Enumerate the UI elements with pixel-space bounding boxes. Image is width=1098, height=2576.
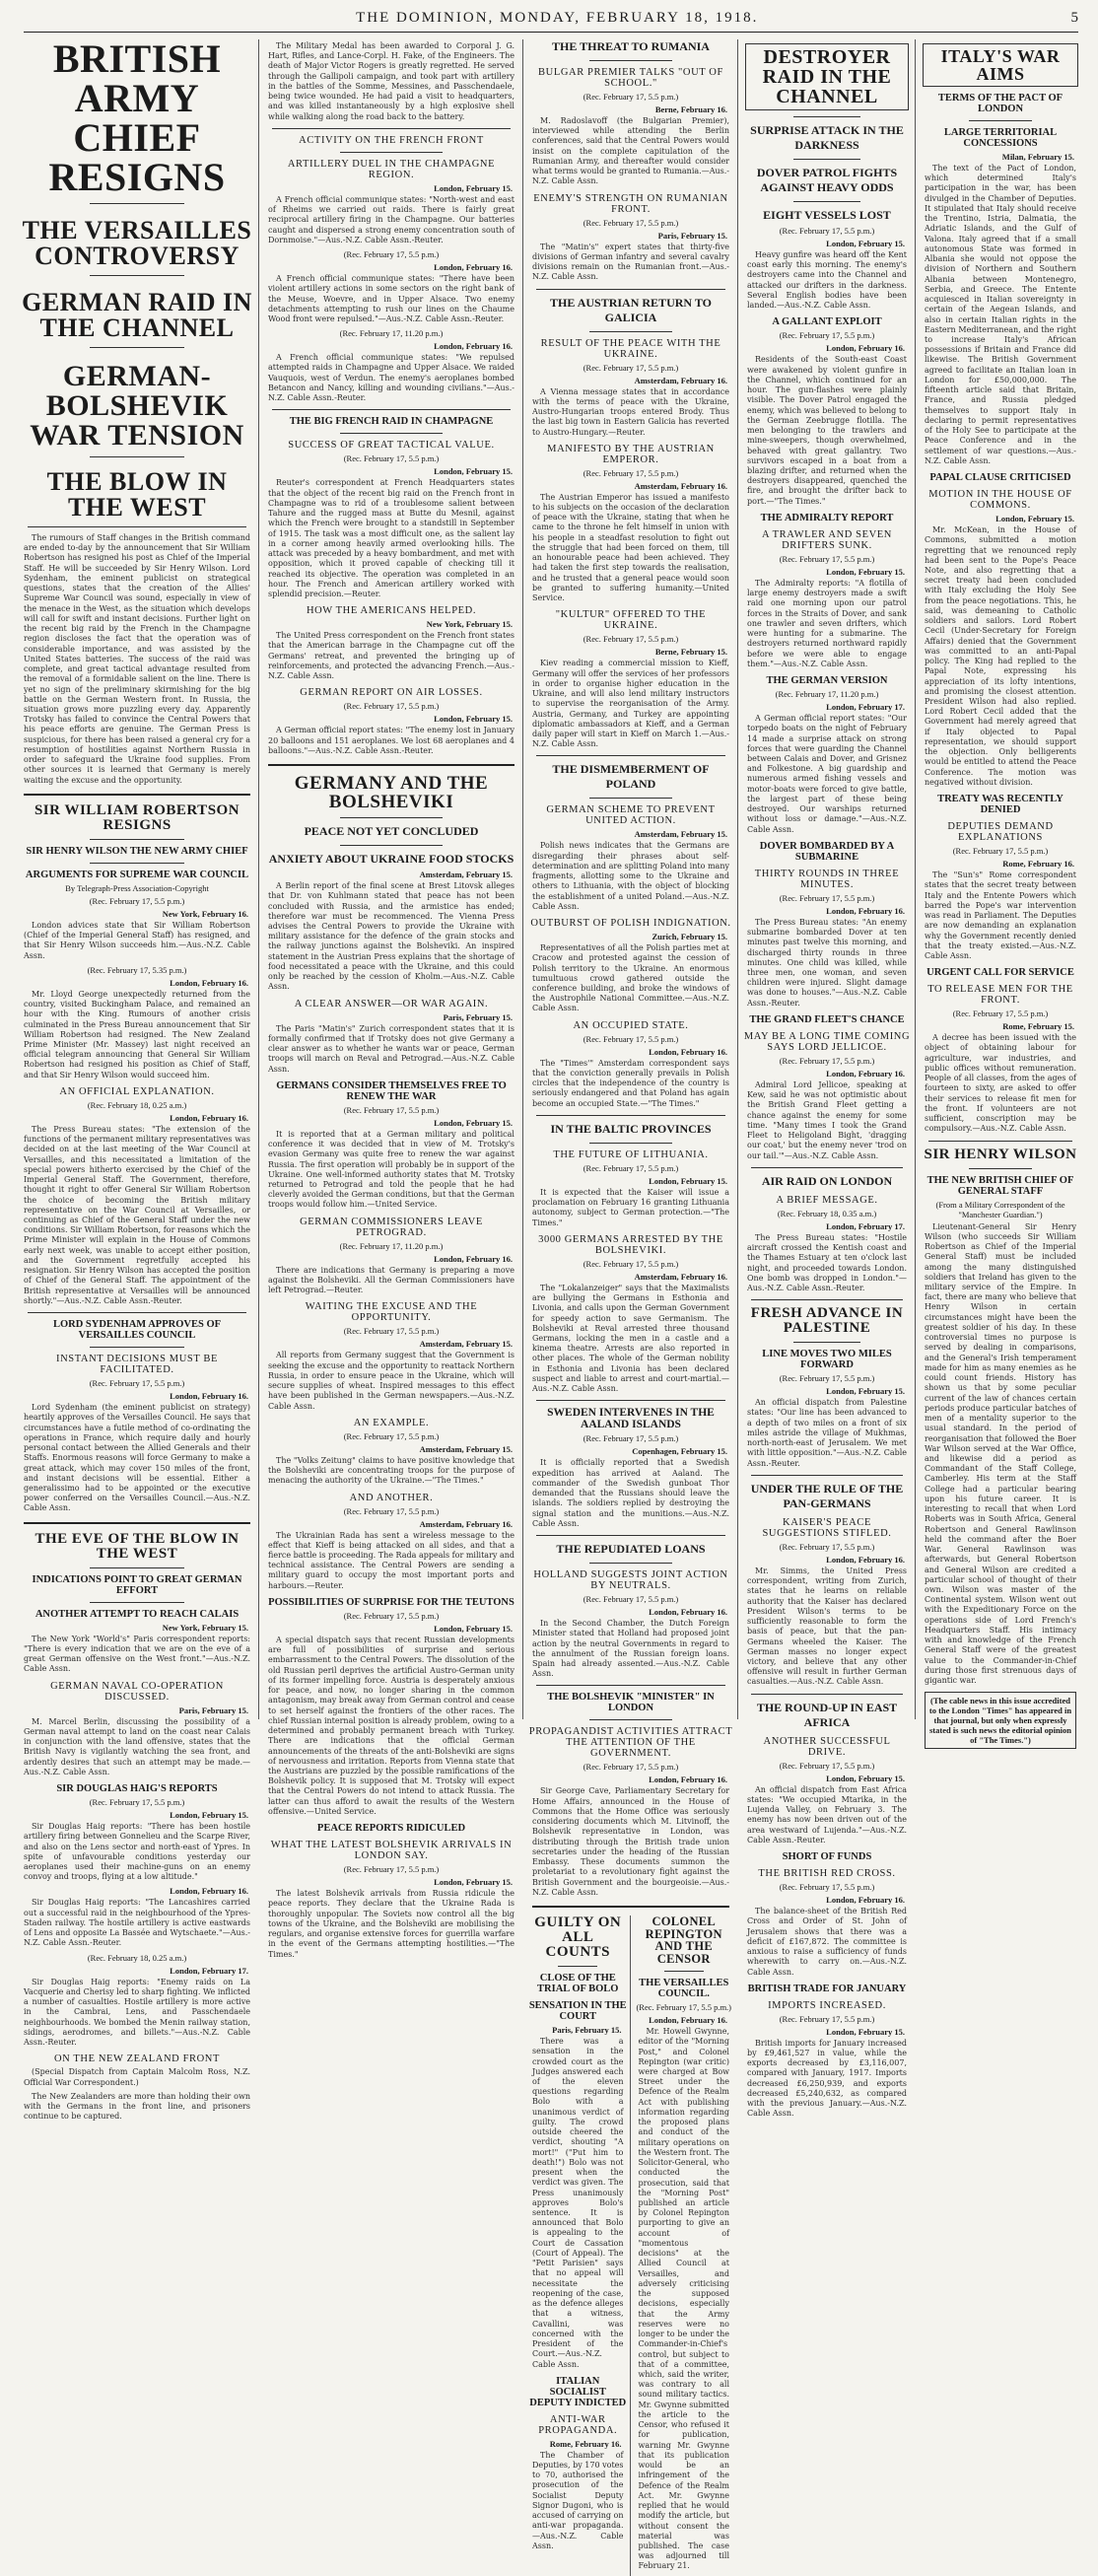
received-time: (Rec. February 17, 5.5 p.m.) — [779, 2013, 875, 2024]
byline: (From a Military Correspondent of the "Manchester Guardian.") — [935, 1199, 1065, 1219]
dateline: Amsterdam, February 16. — [634, 375, 727, 385]
section-subheading: THE ADMIRALTY REPORT — [760, 512, 894, 523]
headline-main: BRITISH ARMY CHIEF RESIGNS — [48, 36, 226, 199]
article-text: The Austrian Emperor has issued a manifesto to his subjects on the occasion of the declaration of peace with the Ukraine, stating that when he came to the throne he felt himself in union with his people in a steadfast resolution to fight out the struggle that had been forced on them, till an honourable peace had been achieved. They had taken the first step towards the realisation, and he trusted that a general peace would soon be granted to suffering humanity.—United Service. — [532, 492, 729, 603]
section-subheading: CLOSE OF THE TRIAL OF BOLO — [537, 1973, 619, 1995]
section-subheading: OUTBURST OF POLISH INDIGNATION. — [530, 918, 731, 930]
article-text: Mr. Simms, the United Press correspondent, writing from Zurich, states that he learns on reliable authority that the Kaiser has declared President Wilson's terms to be sufficiently reasonable to form the basis of peace, but that the pan-Germans wheeled the Kaiser. The German masses no longer expect victory, and believe that any other offensive will result in further German casualties.—Aus.-N.Z. Cable Assn. — [747, 1566, 907, 1687]
dateline: London, February 16. — [826, 1554, 905, 1565]
section-subheading: URGENT CALL FOR SERVICE — [926, 967, 1074, 979]
received-time: (Rec. February 17, 11.20 p.m.) — [339, 328, 444, 339]
section-subheading: WAITING THE EXCUSE AND THE OPPORTUNITY. — [305, 1301, 478, 1324]
section-subheading: ENEMY'S STRENGTH ON RUMANIAN FRONT. — [533, 192, 728, 215]
section-heading: THE THREAT TO RUMANIA — [552, 39, 710, 53]
article-text: Kiev reading a commercial mission to Kieff, Germany will offer the services of her professors in order to organise higher education in the Ukraine, and will also lend military instructors to supervise the reorganisation of the Army. Austria, Germany, and Turkey are appointing diplomatic ambassadors at Kieff, and a German daily paper will start in Kieff on March 1.—Aus.-N.Z. Cable Assn. — [532, 659, 729, 749]
received-time: (Rec. February 17, 5.5 p.m.) — [583, 217, 679, 228]
article-text: The Chamber of Deputies, by 170 votes to 70, authorised the prosecution of the Socialist Deputy Signor Dugoni, who is accused of carrying on anti-war propaganda.—Aus.-N.Z. Cable Assn. — [532, 2450, 624, 2550]
dateline: Amsterdam, February 15. — [419, 870, 513, 880]
section-heading: IN THE BALTIC PROVINCES — [550, 1121, 712, 1136]
article-text: Sir George Cave, Parliamentary Secretary for Home Affairs, announced in the House of Commons that the Home Office was seriously considering documents which M. Litvinoff, the Bolshevik representative in London, was distributing through the British trade union secretaries under the heading of the Russian Embassy. These documents summon the proletariat to a revolutionary fight against the British Government and the bourgeoisie.—Aus.-N.Z. Cable Assn. — [532, 1786, 729, 1897]
section-heading: LORD SYDENHAM APPROVES OF VERSAILLES COUNCIL — [52, 1319, 222, 1342]
section-subheading: SUCCESS OF GREAT TACTICAL VALUE. — [288, 440, 495, 452]
article-text: Sir Douglas Haig reports: "There has been hostile artillery firing between Gonnelieu and the Scarpe River, and also on the Lens sector and north-east of Ypres. In spite of unfavourable conditions yesterday our aeroplanes used their machine-guns on an enemy convoy and troops, flying at a low altitude." — [24, 1822, 250, 1882]
article-text: A Berlin report of the final scene at Brest Litovsk alleges that Dr. von Kuhlmann stated that peace has not been concluded with Russia, and the armistice has ended; therefore war must be recommenced. The Vienna Press advises the Central Powers to provide the Ukraine with military assistance for the defence of the grain stocks and the railway junctions against the Bolsheviki. An inspired statement in the Austrian Press explains that the shortage of food necessitated a peace with the Ukraine, and this could only be reached by the cession of Kholm.—Aus.-N.Z. Cable Assn. — [268, 881, 515, 992]
article-text: There are indications that Germany is preparing a move against the Bolsheviki. All the German Commissioners have left Petrograd.—Reuter. — [268, 1265, 515, 1295]
section-subheading: GERMAN NAVAL CO-OPERATION DISCUSSED. — [50, 1680, 224, 1703]
section-subheading: 3000 GERMANS ARRESTED BY THE BOLSHEVIKI. — [538, 1233, 723, 1256]
article-text: All reports from Germany suggest that the Government is seeking the excuse and the opportunity to reattack Northern Russia, in order to ensure peace in the Ukraine, which will secure supplies of wheat. Inspired messages to this effect have been published in the German newspapers.—Aus.-N.Z. Cable Assn. — [268, 1351, 515, 1411]
dateline: New York, February 15. — [426, 619, 513, 630]
section-subheading: AN OCCUPIED STATE. — [573, 1019, 689, 1031]
section-subheading: SHORT OF FUNDS — [782, 1851, 872, 1863]
section-heading: ACTIVITY ON THE FRENCH FRONT — [299, 134, 484, 146]
article-text: (Special Dispatch from Captain Malcolm Ross, N.Z. Official War Correspondent.) — [24, 2067, 250, 2087]
section-heading: FRESH ADVANCE IN PALESTINE — [750, 1305, 904, 1337]
article-text: The Military Medal has been awarded to Corporal J. G. Hart, Rifles, and Lance-Corpl. H. Fake, of the Engineers. The death of Major Victor Rogers is greatly regretted. He served through the Gallipoli campaign, and took part with artillery in the battles of the Somme, Messines, and Passchendaele, being twice wounded. He had paid a visit to headquarters, and was killed instantaneously by a high explosive shell while walking along the road back to the battery. — [268, 41, 515, 121]
dateline: London, February 16. — [170, 1112, 248, 1123]
dateline: London, February 17. — [826, 702, 905, 713]
article-text: The New Zealanders are more than holding their own with the Germans in the front line, and prisoners continue to be captured. — [24, 2091, 250, 2122]
received-time: (Rec. February 17, 5.5 p.m.) — [779, 892, 875, 903]
received-time: (Rec. February 17, 5.5 p.m.) — [779, 1055, 875, 1066]
section-subheading: THE FUTURE OF LITHUANIA. — [553, 1149, 709, 1160]
article-text: Admiral Lord Jellicoe, speaking at Kew, said he was not optimistic about the British Grand Fleet getting a chance against the enemy for some time. "Many times I took the Grand Fleet to Heligoland Bight, 'dragging our coat,' but the enemy never 'trod on our tail.'"—Aus.-N.Z. Cable Assn. — [747, 1079, 907, 1160]
received-time: (Rec. February 17, 5.5 p.m.) — [952, 846, 1049, 857]
section-subheading: "KULTUR" OFFERED TO THE UKRAINE. — [555, 609, 707, 632]
article-text: The "Volks Zeitung" claims to have positive knowledge that the Bolsheviki are concentrating troops for the purpose of menacing the authority of the Ukraine.—"The Times." — [268, 1455, 515, 1486]
section-subheading: PEACE NOT YET CONCLUDED — [304, 824, 479, 839]
dateline: London, February 16. — [826, 343, 905, 354]
received-time: (Rec. February 17, 5.5 p.m.) — [343, 1104, 440, 1115]
received-time: (Rec. February 18, 0.35 a.m.) — [777, 1208, 877, 1218]
article-text: A Vienna message states that in accordance with the terms of peace with the Ukraine, Austro-Hungarian troops entered Brody. Thus the last big town in Eastern Galicia has reverted to Austro-Hungary.—Reuter. — [532, 386, 729, 437]
received-time: (Rec. February 17, 5.5 p.m.) — [583, 92, 679, 102]
section-subheading: HOW THE AMERICANS HELPED. — [306, 605, 477, 617]
section-subheading: THIRTY ROUNDS IN THREE MINUTES. — [754, 868, 900, 890]
section-subheading: GERMAN REPORT ON AIR LOSSES. — [300, 687, 483, 699]
section-subheading: A GALLANT EXPLOIT — [772, 316, 882, 328]
column-rule — [915, 39, 916, 1719]
dateline: Rome, February 16. — [1002, 859, 1074, 870]
dateline: Paris, February 15. — [657, 230, 727, 241]
section-heading: THE ROUND-UP IN EAST AFRICA — [756, 1700, 898, 1729]
dateline: Amsterdam, February 16. — [419, 1518, 513, 1529]
section-subheading: ON THE NEW ZEALAND FRONT — [54, 2054, 220, 2065]
received-time: (Rec. February 17, 5.5 p.m.) — [583, 1033, 679, 1044]
dateline: London, February 15. — [434, 1117, 513, 1128]
dateline: London, February 16. — [170, 977, 248, 988]
section-subheading: A TRAWLER AND SEVEN DRIFTERS SUNK. — [762, 528, 892, 551]
section-subheading: TREATY WAS RECENTLY DENIED — [937, 794, 1064, 816]
article-text: Sir Douglas Haig reports: "The Lancashires carried out a successful raid in the neighbourhood of the Ypres-Staden railway. The hostile artillery is active eastwards of Lens and opposite La Bassée and Wytschaete."—Aus.-N.Z. Cable Assn.-Reuter. — [24, 1898, 250, 1948]
section-subheading: TO RELEASE MEN FOR THE FRONT. — [927, 984, 1073, 1007]
received-time: (Rec. February 17, 5.5 p.m.) — [343, 249, 440, 260]
dateline: London, February 15. — [826, 1386, 905, 1397]
article-text: There was a sensation in the crowded court as the Judges answered each of the eleven questions regarding Bolo with a unanimous verdict of guilty. The crowd outside cheered the verdict, shouting "A mort!" ("Put him to death!") Bolo was not present when the verdict was given. The Press unanimously approves Bolo's sentence. It is announced that Bolo is appealing to the Court de Cassation (Court of Appeal). The "Petit Parisien" says that no appeal will necessitate the reopening of the case, as the defence alleges that a witness, Cavallini, was concerned with the President of the Court.—Aus.-N.Z. Cable Assn. — [532, 2037, 624, 2369]
article-text: Reuter's correspondent at French Headquarters states that the object of the recent big raid on the French front in Champagne was to rid of a troublesome salient between Tahure and the rugged mass at Butte du Mesnil, against which the French were brought to a standstill in September of 1915. The task was a most difficult one, as the salient lay in a corner among heavily armed overlooking hills. The attack was preceded by a heavy bombardment, and met with opposition, which it proved capable of checking till it reached its objective. The operation was completed in an hour. The French and American artillery worked with splendid precision.—Reuter. — [268, 478, 515, 598]
article-text: British imports for January increased by £9,461,527 in value, while the exports decreased by £3,116,007, compared with January, 1917. Imports decreased £6,250,939, and exports decreased £5,240,632, as compared with the previous January.—Aus.-N.Z. Cable Assn. — [747, 2038, 907, 2119]
article-text: In the Second Chamber, the Dutch Foreign Minister stated that Holland had proposed joint action by the neutral Governments in regard to the annulment of the Russian foreign loans. Spain had already assented.—Aus.-N.Z. Cable Assn. — [532, 1619, 729, 1679]
section-heading: COLONEL REPINGTON AND THE CENSOR — [645, 1915, 722, 1966]
section-heading: THE REPUDIATED LOANS — [556, 1542, 706, 1557]
received-time: (Rec. February 17, 5.5 p.m.) — [583, 467, 679, 478]
received-time: (Rec. February 17, 5.5 p.m.) — [343, 701, 440, 712]
section-subheading: EIGHT VESSELS LOST — [763, 208, 891, 222]
received-time: (Rec. February 17, 5.5 p.m.) — [89, 1378, 185, 1389]
dateline: Berne, February 16. — [654, 104, 727, 114]
article-intro: The rumours of Staff changes in the British command are ended to-day by the announcement that Sir William Robertson has resigned his post as Chief of the Imperial Staff. He will be succeeded by Sir Henry Wilson. Lord Sydenham, the eminent publicist on strategical questions, states that the creation of the Allies' Supreme War Council was sound, especially in view of the menace in the West, as the situation which develops will call for swift and instant decisions. Further light on the recent big raid by the French in the Champagne region discloses the fact that the operation was of considerable importance, and was assisted by the United States batteries. The success of the raid was complete, and great tactical advantage resulted from the removal of a formidable salient on the line. There is yet no sign of the preliminary skirmishing for the big battle on the German Western front. In Russia, the situation grows more puzzling every day. Apparently Trotsky has failed to convince the Central Powers that his peace efforts are genuine. The German Press is suspicious, for there has been raised a general cry for a resumption of hostilities against Northern Russia in order to safeguard the Ukraine food supplies. From other sources it is learned that Germany is merely waiting the excuse and the opportunity. — [24, 533, 250, 785]
article-text: The "Lokalanzeiger" says that the Maximalists are bullying the Germans in Esthonia and Livonia, and calls upon the German Government for speedy action to save Germanism. The Bolsheviki at Reval arrested three thousand Germans, locking the men in a castle and a kinema theatre. Arrests are also reported in other places. The whole of the German nobility in Esthonia and Livonia has been declared suspect and liable to arrest and court-martial.—Aus.-N.Z. Cable Assn. — [532, 1283, 729, 1394]
section-subheading: DOVER BOMBARDED BY A SUBMARINE — [759, 840, 895, 863]
received-time: (Rec. February 17, 5.5 p.m.) — [583, 362, 679, 373]
section-heading: THE BIG FRENCH RAID IN CHAMPAGNE — [289, 416, 494, 428]
section-subheading: LARGE TERRITORIAL CONCESSIONS — [943, 127, 1058, 149]
section-heading: AIR RAID ON LONDON — [761, 1173, 893, 1188]
article-text: Heavy gunfire was heard off the Kent coast early this morning. The enemy's destroyers came into the Channel and attacked our drifters in the darkness. Several English bodies have been landed.—Aus.-N.Z. Cable Assn. — [747, 250, 907, 311]
received-time: (Rec. February 17, 5.5 p.m.) — [583, 1433, 679, 1444]
dateline: London, February 17. — [826, 1220, 905, 1231]
dateline: Milan, February 15. — [1001, 152, 1074, 162]
section-heading: SIR WILLIAM ROBERTSON RESIGNS — [34, 801, 240, 833]
column-2 — [264, 39, 518, 1959]
article-text: The New York "World's" Paris correspondent reports: "There is every indication that we are on the eve of a great German offensive on the West front."—Aus.-N.Z. Cable Assn. — [24, 1634, 250, 1674]
section-subheading: DOVER PATROL FIGHTS AGAINST HEAVY ODDS — [756, 166, 898, 194]
article-text: A French official communique states: "We repulsed attempted raids in Champagne and Upper Alsace. We raided Vauquois, west of Verdun. The enemy's aeroplanes bombed Betancon and Nancy, killing and wounding civilians."—Aus.-N.Z. Cable Assn.-Reuter. — [268, 353, 515, 403]
dateline: Copenhagen, February 15. — [632, 1446, 727, 1457]
article-text: An official dispatch from Palestine states: "Our line has been advanced to a depth of two miles on a front of six miles astride the village of Mukhmas, north-north-east of Jerusalem. We met with little opposition."—Aus.-N.Z. Cable Assn.-Reuter. — [747, 1398, 907, 1468]
dateline: London, February 15. — [826, 1773, 905, 1783]
headline-german-bolshevik: GERMAN-BOLSHEVIK WAR TENSION — [30, 360, 244, 452]
section-subheading: PROPAGANDIST ACTIVITIES ATTRACT THE ATTENTION OF THE GOVERNMENT. — [528, 1726, 733, 1760]
section-subheading: MOTION IN THE HOUSE OF COMMONS. — [928, 489, 1072, 512]
dateline: London, February 15. — [434, 466, 513, 477]
page-number: 5 — [1070, 10, 1078, 26]
section-subheading: IMPORTS INCREASED. — [768, 1999, 886, 2011]
section-heading: UNDER THE RULE OF THE PAN-GERMANS — [750, 1481, 904, 1510]
dateline: Amsterdam, February 15. — [419, 1339, 513, 1350]
received-time: (Rec. February 17, 11.20 p.m.) — [775, 689, 879, 700]
section-subheading: THE GERMAN VERSION — [766, 675, 888, 687]
received-time: (Rec. February 17, 5.5 p.m.) — [343, 1610, 440, 1621]
section-subheading: BULGAR PREMIER TALKS "OUT OF SCHOOL." — [538, 67, 723, 89]
article-text: Mr. Lloyd George unexpectedly returned from the country, visited Buckingham Palace, and remained an hour with the King. Rumours of another crisis culminated in the Press Bureau announcement that Sir William Robertson had resigned. The New Zealand Prime Minister (Mr. Massey) last night received an official telegram announcing that General Sir William Robertson had resigned his position as Chief of Staff, and that Sir Henry Wilson would succeed him. — [24, 989, 250, 1079]
article-text: The Press Bureau states: "Hostile aircraft crossed the Kentish coast and the Thames Estuary at ten o'clock last night, and proceeded towards London. One bomb was dropped in London."—Aus.-N.Z. Cable Assn.-Reuter. — [747, 1232, 907, 1292]
dateline: London, February 17. — [170, 1965, 248, 1976]
dateline: London, February 16. — [649, 2015, 727, 2026]
article-text: Lieutenant-General Sir Henry Wilson (who succeeds Sir William Robertson as Chief of the Imperial General Staff) must be included among the many distinguished soldiers that Ireland has given to the military service of the Empire. In fact, there are many who believe that Henry Wilson in certain circumstances might have been the greatest soldier of his day. In these controversial times no purpose is served by dealing in comparisons, and the General's Irish temperament made for him as many enemies as he could count friends. History has shown us that by some peculiar current of the law of chances certain periods produce particular batches of men of a mentality superior to the usual standard. In the period of reorganisation that followed the Boer War Wilson served at the War Office, and likewise did a period as Commandant of the Staff College, Camberley. His term at the Staff College had a particular bearing upon his future career. It is interesting to recall that when Lord Roberts was in South Africa, General Robertson and General Rawlinson held the command after the Boer War. General Rawlinson was afterwards, but General Robertson and General Wilson are credited a particular school of thought of their own. Wilson was master of the Continental system. Wilson went out with the Expeditionary Force on the operations side of Lord French's Headquarters Staff. His intimacy with and knowledge of the French General Staff were of the greatest value to the Commander-in-Chief during those first strenuous days of gigantic war. — [925, 1221, 1076, 1686]
headline-german-raid: GERMAN RAID IN THE CHANNEL — [22, 288, 252, 342]
article-text: The "Sun's" Rome correspondent states that the secret treaty between Italy and the Entente Powers which barred the Pope's war intervention was read in Parliament. The Deputies are now demanding an explanation why the Government recently denied that the treaty existed.—Aus.-N.Z. Cable Assn. — [925, 870, 1076, 960]
section-subheading: ANXIETY ABOUT UKRAINE FOOD STOCKS — [268, 852, 515, 867]
received-time: (Rec. February 18, 0.25 a.m.) — [87, 1099, 187, 1110]
dateline: London, February 16. — [170, 1391, 248, 1402]
section-subheading: HOLLAND SUGGESTS JOINT ACTION BY NEUTRALS. — [533, 1569, 728, 1592]
dateline: Rome, February 15. — [1002, 1021, 1074, 1032]
article-text: Representatives of all the Polish parties met at Cracow and protested against the cession of Polish territory to the Ukraine. An enormous tumultuous crowd gathered outside the conference building, and broke the windows of the Austrophile National Committee.—Aus.-N.Z. Cable Assn. — [532, 943, 729, 1013]
section-subheading: ITALIAN SOCIALIST DEPUTY INDICTED — [529, 2375, 627, 2408]
dateline: London, February 16. — [434, 1253, 513, 1264]
dateline: London, February 15. — [434, 182, 513, 193]
received-time: (Rec. February 17, 5.5 p.m.) — [779, 1541, 875, 1552]
received-time: (Rec. February 17, 5.5 p.m.) — [343, 453, 440, 464]
section-subheading: SIR HENRY WILSON THE NEW ARMY CHIEF — [26, 845, 248, 857]
article-text: It is reported that at a German military and political conference it was decided that in view of M. Trotsky's evasion Germany was quite free to renew the war against Russia. The first operation will probably be in support of the Ukraine. One well-informed authority states that M. Trotsky returned to Petrograd and told the people that he had cleverly avoided the German conditions, but that the German troops would follow him.—United Service. — [268, 1129, 515, 1210]
bottom-split — [528, 1915, 733, 2576]
section-subheading: ANTI-WAR PROPAGANDA. — [538, 2413, 618, 2436]
section-heading: THE EVE OF THE BLOW IN THE WEST — [34, 1530, 240, 1562]
column-3 — [528, 39, 733, 2571]
section-subheading: ANOTHER SUCCESSFUL DRIVE. — [763, 1735, 891, 1758]
section-subheading: RESULT OF THE PEACE WITH THE UKRAINE. — [540, 337, 721, 360]
article-text: The text of the Pact of London, which determined Italy's participation in the war, has been divulged in the Chamber of Deputies. It stipulated that Italy should receive the Trentino, Istria, Dalmatia, the Adriatic Islands, and the Gulf of Valona. Italy agreed that if a small autonomous State was formed in Albania she would not oppose the division of Northern and Southern Albania between Montenegro, Serbia, and Greece. The Entente acquiesced in Italian sovereignty in certain of the Aegean Islands, and also in certain Italian rights in the Eastern Mediterranean, and the right to increase Italy's African possessions if Britain and France did likewise. The British Government agreed to facilitate an Italian loan in London for £50,000,000. The fifteenth article said that Britain, France, and Russia pledged themselves to support Italy in declaring to permit representatives of the Holy See to participate at the Peace Conference and in the settlement of war questions.—Aus.-N.Z. Cable Assn. — [925, 164, 1076, 465]
section-subheading: SENSATION IN THE COURT — [528, 2000, 627, 2023]
article-text: The "Matin's" expert states that thirty-five divisions of German infantry and several cavalry divisions remain on the Rumanian front.—Aus.-N.Z. Cable Assn. — [532, 242, 729, 282]
section-subheading: SIR DOUGLAS HAIG'S REPORTS — [56, 1783, 218, 1795]
section-heading: THE AUSTRIAN RETURN TO GALICIA — [550, 295, 712, 324]
article-text: A German official report states: "The enemy lost in January 20 balloons and 151 aeroplanes. We lost 68 aeroplanes and 4 balloons."—Aus.-N.Z. Cable Assn.-Reuter. — [268, 726, 515, 755]
dateline: London, February 15. — [826, 239, 905, 248]
article-text: Mr. Howell Gwynne, editor of the "Morning Post," and Colonel Repington (war critic) were charged at Bow Street under the Defence of the Realm Act with publishing information regarding the proposed plans and conduct of the military operations on the Western front. The Solicitor-General, who conducted the prosecution, said that the "Morning Post" published an article by Colonel Repington purporting to give an account of "momentous decisions" at the Allied Council at Versailles, and adversely criticising the supposed decisions, especially that the Army reserves were no longer to be under the Commander-in-Chief's control, but subject to that of a committee, which, said the writer, was contrary to all sound military tactics. Mr. Gwynne submitted the article to the Censor, who refused it for publication, warning Mr. Gwynne that its publication would be an infringement of the Defence of the Realm Act. Mr. Gwynne replied that he would modify the article, but without consent the material was published. The case was adjourned till February 21. — [638, 2027, 729, 2571]
section-subheading: AN OFFICIAL EXPLANATION. — [59, 1085, 215, 1097]
column-4 — [743, 39, 911, 2119]
dateline: London, February 16. — [649, 1607, 727, 1618]
column-5 — [921, 39, 1080, 1746]
dateline: London, February 16. — [434, 341, 513, 352]
article-text: An official dispatch from East Africa states: "We occupied Mtarika, in the Lujenda Valley, on February 3. The enemy has now been driven out of the area westward of Lujenda."—Aus.-N.Z. Cable Assn.-Reuter. — [747, 1784, 907, 1845]
received-time: (Rec. February 17, 5.5 p.m.) — [583, 1258, 679, 1269]
section-subheading: ARTILLERY DUEL IN THE CHAMPAGNE REGION. — [287, 158, 496, 180]
section-subheading: ANOTHER ATTEMPT TO REACH CALAIS — [34, 1608, 240, 1620]
article-text: The Paris "Matin's" Zurich correspondent states that it is formally confirmed that if Trotsky does not give Germany a clear answer as to whether he wants war or peace, German troops will march on Reval and Petrograd.—Aus.-N.Z. Cable Assn. — [268, 1023, 515, 1074]
received-time: (Rec. February 17, 5.5 p.m.) — [779, 1882, 875, 1893]
section-subheading: MAY BE A LONG TIME COMING SAYS LORD JELLICOE. — [743, 1030, 911, 1053]
received-time: (Rec. February 17, 5.5 p.m.) — [89, 895, 185, 906]
article-text: The Admiralty reports: "A flotilla of large enemy destroyers made a swift raid one morning upon our patrol forces in the Straits of Dover, and sank one trawler and seven drifters, which were hunting for a submarine. The destroyers returned northward rapidly before we were able to engage them."—Aus.-N.Z. Cable Assn. — [747, 578, 907, 668]
dateline: London, February 15. — [434, 714, 513, 725]
section-subheading: TERMS OF THE PACT OF LONDON — [937, 93, 1064, 114]
section-subheading: THE NEW BRITISH CHIEF OF GENERAL STAFF — [926, 1174, 1074, 1197]
received-time: (Rec. February 17, 5.5 p.m.) — [952, 1009, 1049, 1019]
dateline: Amsterdam, February 16. — [634, 480, 727, 491]
section-heading: ITALY'S WAR AIMS — [940, 46, 1061, 84]
dateline: London, February 16. — [649, 1775, 727, 1785]
section-subheading: A BRIEF MESSAGE. — [776, 1194, 878, 1206]
section-subheading: AN EXAMPLE. — [353, 1417, 430, 1428]
masthead — [24, 10, 1078, 33]
received-time: (Rec. February 17, 5.5 p.m.) — [779, 226, 875, 236]
section-subheading: A CLEAR ANSWER—OR WAR AGAIN. — [294, 998, 489, 1010]
section-subheading: INSTANT DECISIONS MUST BE FACILITATED. — [56, 1354, 218, 1376]
received-time: (Rec. February 17, 5.5 p.m.) — [583, 1594, 679, 1605]
received-time: (Rec. February 17, 5.5 p.m.) — [583, 634, 679, 645]
column-1 — [20, 36, 254, 2122]
article-text: A decree has been issued with the object of obtaining labour for agriculture, war industries, and public offices without remuneration. People of all classes, from the ages of fourteen to sixty, are asked to offer their services to release fit men for the front. If volunteers are not sufficient, conscription may be compulsory.—Aus.-N.Z. Cable Assn. — [925, 1033, 1076, 1134]
received-time: (Rec. February 18, 0.25 a.m.) — [87, 1952, 187, 1963]
section-subheading: BRITISH TRADE FOR JANUARY — [747, 1983, 907, 1994]
section-heading: SWEDEN INTERVENES IN THE AALAND ISLANDS — [547, 1407, 715, 1431]
received-time: (Rec. February 17, 5.5 p.m.) — [779, 553, 875, 564]
article-text: Lord Sydenham (the eminent publicist on strategy) heartily approves of the Versailles Council. He says that circumstances have a futile method of co-ordinating the operations in France, which require daily and hourly personal contact between the Allied Generals and their Staffs. Enormous reasons will force Germany to make a great attack, which may cover 150 miles of the front, and instant decisions will be essential. Either a generalissimo had to be appointed or the executive power conferred on the Versailles Council.—Aus.-N.Z. Cable Assn. — [24, 1403, 250, 1513]
article-text: Residents of the South-east Coast were awakened by violent gunfire in the Channel, which continued for an hour. The gun-flashes were plainly visible. The Dover Patrol engaged the enemy, which was believed to belong to the German Zeebrugge flotilla. The men belonging to the trawlers and mine-sweepers, though overwhelmed, behaved with great gallantry. Two survivors escaped in a boat from a blazing drifter, and returned when the destroyers disappeared, quenched the fire, and brought the drifter back to port.—"The Times." — [747, 355, 907, 506]
dateline: London, February 16. — [434, 262, 513, 273]
dateline: Amsterdam, February 15. — [419, 1443, 513, 1454]
received-time: (Rec. February 17, 5.5 p.m.) — [343, 1864, 440, 1875]
dateline: London, February 16. — [826, 1068, 905, 1079]
repington-article — [635, 1915, 734, 2576]
received-time: (Rec. February 17, 11.20 p.m.) — [339, 1240, 444, 1251]
section-subheading: ARGUMENTS FOR SUPREME WAR COUNCIL — [25, 869, 249, 880]
section-heading: DESTROYER RAID IN THE CHANNEL — [762, 46, 892, 107]
article-text: A German official report states: "Our torpedo boats on the night of February 14 made a surprise attack on strong forces that were guarding the Channel between Calais and Dover, and Grisnez and Folkestone. A big guardship and numerous armed fishing vessels and motor-boats were forced to give battle, the largest part of these being destroyed. Our warships returned without loss or damage."—Aus.-N.Z. Cable Assn. — [747, 714, 907, 834]
column-rule — [737, 39, 738, 1719]
section-heading: GUILTY ON ALL COUNTS — [534, 1915, 622, 1961]
article-text: The United Press correspondent on the French front states that the American barrage in the Champagne cut off the Germans' retreat, and prevented the bringing up of reinforcements, and protected the advancing French.—Aus.-N.Z. Cable Assn. — [268, 631, 515, 681]
article-text: It is expected that the Kaiser will issue a proclamation on February 16 granting Lithuania autonomy, subject to German protection.—"The Times." — [532, 1187, 729, 1227]
article-text: M. Radoslavoff (the Bulgarian Premier), interviewed while attending the Berlin conferences, said that the Central Powers would insist on the complete capitulation of the Rumanian Army, and thereafter would consider what terms would be granted to Rumania.—Aus.-N.Z. Cable Assn. — [532, 116, 729, 186]
byline: By Telegraph-Press Association-Copyright — [65, 882, 209, 893]
article-text: The "Times'" Amsterdam correspondent says that the conviction generally prevails in Polish circles that the independence of the country is seriously endangered and that Poland has again become an occupied State.—"The Times." — [532, 1058, 729, 1108]
section-subheading: PAPAL CLAUSE CRITICISED — [929, 472, 1071, 484]
dateline: London, February 15. — [995, 514, 1074, 524]
headline-blow-in-west: THE BLOW IN THE WEST — [46, 467, 228, 522]
section-subheading: SURPRISE ATTACK IN THE DARKNESS — [750, 123, 904, 152]
received-time: (Rec. February 17, 5.5 p.m.) — [343, 1326, 440, 1337]
received-time: (Rec. February 17, 5.5 p.m.) — [343, 1505, 440, 1516]
received-time: (Rec. February 17, 5.5 p.m.) — [779, 330, 875, 341]
received-time: (Rec. February 17, 5.5 p.m.) — [583, 1762, 679, 1773]
dateline: London, February 16. — [826, 905, 905, 916]
received-time: (Rec. February 17, 5.5 p.m.) — [636, 2002, 732, 2013]
section-subheading: PEACE REPORTS RIDICULED — [316, 1823, 466, 1835]
dateline: London, February 16. — [170, 1886, 248, 1897]
dateline: Amsterdam, February 16. — [634, 1271, 727, 1282]
article-text: The Ukrainian Rada has sent a wireless message to the effect that Kieff is being attacked on all sides, and that a fierce battle is proceeding. The Rada appeals for military and technical assistance. The Central Powers are sending a military guard to occupy the most important ports and harbours.—Reuter. — [268, 1530, 515, 1590]
article-text: A special dispatch says that recent Russian developments are full of possibilities of surprise and serious embarrassment to the Central Powers. The dissolution of the old Russian peril deprives the artificial Austro-German unity of its former impelling force. Austria is desperately anxious for peace, and now, no longer sharing in the common antagonism, may break away from German control and cease to set herself against the frontiers of the other races. The chief Russian internal position is already problem, owing to a determined and probably permanent breach with Turkey. There are indications that the official German announcements of the threats of the anti-Bolsheviki are signs of nervousness and irritation. Reports from Vienna state that the Austrians are puzzled by the possible ramifications of the Bolshevik policy. It is supposed that M. Trotsky will expect that the Central Powers do not intend to attack Russia. The latter can thus afford to await the results of the Western offensive.—United Service. — [268, 1635, 515, 1816]
section-subheading: KAISER'S PEACE SUGGESTIONS STIFLED. — [762, 1516, 892, 1539]
dateline: London, February 15. — [826, 2026, 905, 2037]
article-text: M. Marcel Berlin, discussing the possibility of a German naval attempt to land on the coast near Calais in conjunction with the land offensive, states that the British Navy is vigilantly watching the sea front, and ardently desires that such an attempt may be made.—Aus.-N.Z. Cable Assn. — [24, 1716, 250, 1776]
article-text: The balance-sheet of the British Red Cross and Order of St. John of Jerusalem shows that there was a deficit of £167,872. The committee is anxious to raise a sufficiency of funds wherewith to carry on.—Aus.-N.Z. Cable Assn. — [747, 1907, 907, 1977]
received-time: (Rec. February 17, 5.5 p.m.) — [779, 1373, 875, 1384]
editorial-note: (The cable news in this issue accredited to the London "Times" has appeared in that journal, but only when expressly stated is such news the editorial opinion of "The Times.") — [925, 1692, 1076, 1749]
received-time: (Rec. February 17, 5.5 p.m.) — [89, 1797, 185, 1808]
dateline: London, February 16. — [826, 1895, 905, 1906]
received-time: (Rec. February 17, 5.5 p.m.) — [779, 1760, 875, 1771]
section-subheading: INDICATIONS POINT TO GREAT GERMAN EFFORT — [32, 1573, 242, 1596]
dateline: London, February 15. — [826, 566, 905, 577]
section-subheading: THE GRAND FLEET'S CHANCE — [749, 1013, 905, 1025]
dateline: Rome, February 16. — [549, 2438, 622, 2449]
received-time: (Rec. February 17, 5.35 p.m.) — [87, 964, 187, 975]
received-time: (Rec. February 17, 5.5 p.m.) — [343, 1430, 440, 1441]
section-subheading: GERMAN COMMISSIONERS LEAVE PETROGRAD. — [300, 1216, 483, 1238]
bolo-article — [528, 1915, 631, 2576]
section-subheading: WHAT THE LATEST BOLSHEVIK ARRIVALS IN LONDON SAY. — [270, 1840, 513, 1862]
dateline: New York, February 16. — [162, 908, 248, 919]
dateline: Paris, February 15. — [178, 1705, 248, 1715]
article-text: London advices state that Sir William Robertson (Chief of the Imperial General Staff) has resigned, and that Sir Henry Wilson succeeds him.—Aus.-N.Z. Cable Assn. — [24, 920, 250, 960]
article-text: Sir Douglas Haig reports: "Enemy raids on La Vacquerie and Cherisy led to sharp fighting. We inflicted a number of casualties. Hostile artillery is more active in the Cambrai, Lens, and Passchendaele neighbourhoods. We bombed the Menin railway station, sidings, aerodromes, and billets."—Aus.-N.Z. Cable Assn.-Reuter. — [24, 1977, 250, 2048]
dateline: New York, February 15. — [162, 1622, 248, 1633]
article-text: The latest Bolshevik arrivals from Russia ridicule the peace reports. They declare that the Ukraine Rada is thoroughly unpopular. The Soviets now control all the big towns of the Ukraine, and the Bolsheviki are mobilising the regulars, and organise extensive forces for guerrilla warfare in the event of the Germans attempting hostilities.—"The Times." — [268, 1889, 515, 1959]
received-time: (Rec. February 17, 5.5 p.m.) — [583, 1162, 679, 1173]
article-text: A French official communique states: "There have been violent artillery actions in some sectors on the right bank of the Meuse, Woevre, and in Upper Alsace. Two enemy detachments attempting to rush our lines on the Chaume Wood front were repulsed."—Aus.-N.Z. Cable Assn.-Reuter. — [268, 274, 515, 323]
dateline: Amsterdam, February 15. — [634, 829, 727, 840]
section-subheading: AND ANOTHER. — [349, 1492, 434, 1503]
article-text: The Press Bureau states: "The extension of the functions of the permanent military representatives was decided on at the last meeting of the War Council at Versailles, and this necessitated a limitation of the special powers hitherto exercised by the Chief of the Imperial General Staff. The Government, therefore, thought it right to offer General Sir William Robertson the choice of becoming the British military representative on the War Council at Versailles, or continuing as Chief of the General Staff under the new conditions. Sir William Robertson, for reasons which the Prime Minister will explain in the House of Commons early next week, was unable to accept either position, and the Government regretfully accepted his resignation. Sir Henry Wilson has accepted the position of Chief of the General Staff. The appointment of the British representative at Versailles will be announced shortly."—Aus.-N.Z. Cable Assn.-Reuter. — [24, 1124, 250, 1305]
section-subheading: LINE MOVES TWO MILES FORWARD — [762, 1349, 892, 1371]
dateline: Berne, February 15. — [654, 647, 727, 658]
dateline: London, February 15. — [434, 1623, 513, 1634]
article-text: It is officially reported that a Swedish expedition has arrived at Aaland. The commander of the Swedish gunboat Thor demanded that the Russians should leave the islands. The soldiers replied by destroying the signal station and the munitions.—Aus.-N.Z. Cable Assn. — [532, 1458, 729, 1528]
section-subheading: DEPUTIES DEMAND EXPLANATIONS — [947, 821, 1054, 844]
column-rule — [258, 39, 259, 1719]
section-heading: GERMANY AND THE BOLSHEVIKI — [294, 773, 489, 813]
section-heading: SIR HENRY WILSON — [924, 1146, 1077, 1162]
article-text: Polish news indicates that the Germans are disregarding their phrases about self-determination and are splitting Poland into many fragments, allotting some to the Ukraine and others to Lithuania, with the object of blocking the establishment of a united Poland.—Aus.-N.Z. Cable Assn. — [532, 841, 729, 911]
dateline: London, February 15. — [649, 1175, 727, 1186]
headline-versailles: THE VERSAILLES CONTROVERSY — [22, 216, 252, 270]
section-heading: THE DISMEMBERMENT OF POLAND — [552, 762, 710, 792]
column-rule — [522, 39, 523, 1719]
article-text: The Press Bureau states: "An enemy submarine bombarded Dover at ten minutes past twelve this morning, and discharged thirty rounds in three minutes. One child was killed, while three men, one woman, and seven children were injured. Slight damage was done to houses."—Aus.-N.Z. Cable Assn.-Reuter. — [747, 917, 907, 1008]
dateline: London, February 16. — [649, 1046, 727, 1057]
section-subheading: MANIFESTO BY THE AUSTRIAN EMPEROR. — [547, 443, 715, 465]
dateline: Zurich, February 15. — [652, 932, 727, 942]
section-heading: THE BOLSHEVIK "MINISTER" IN LONDON — [547, 1692, 715, 1714]
article-text: Mr. McKean, in the House of Commons, submitted a motion regretting that we renounced reply had been sent to the Pope's Peace Note, and also regretting that a secret treaty had been concluded with Italy excluding the Holy See from the peace negotiations. This, he said, was demeaning to Catholic soldiers and sailors. Lord Robert Cecil (Under-Secretary for Foreign Affairs) denied that the Government was committed to an anti-Papal policy. The King had replied to the Papal Note, expressing his appreciation of its lofty intentions, and promising the closest attention. President Wilson had also replied. Lord Robert Cecil added that the Government had merely agreed that if Italy objected to Papal representation, we should support the objection. Only belligerents would be entitled to attend the Peace Conference. The motion was negatived without division. — [925, 525, 1076, 787]
dateline: Paris, February 15. — [443, 1011, 513, 1022]
section-subheading: THE BRITISH RED CROSS. — [758, 1868, 896, 1880]
dateline: London, February 15. — [170, 1810, 248, 1821]
section-subheading: THE VERSAILLES COUNCIL. — [639, 1978, 729, 2000]
masthead-title: THE DOMINION, MONDAY, FEBRUARY 18, 1918. — [356, 10, 759, 26]
dateline: London, February 15. — [434, 1877, 513, 1888]
section-subheading: GERMANS CONSIDER THEMSELVES FREE TO RENEW THE WAR — [276, 1079, 507, 1102]
dateline: Paris, February 15. — [552, 2025, 622, 2036]
section-subheading: POSSIBILITIES OF SURPRISE FOR THE TEUTONS — [268, 1596, 515, 1608]
article-text: A French official communique states: "North-west and east of Rheims we carried out raids. There is fairly great reciprocal artillery firing in the Champagne. Our batteries caught and dispersed a strong enemy concentration south of Dornmoise."—Aus.-N.Z. Cable Assn.-Reuter. — [268, 194, 515, 244]
section-subheading: GERMAN SCHEME TO PREVENT UNITED ACTION. — [546, 804, 716, 827]
